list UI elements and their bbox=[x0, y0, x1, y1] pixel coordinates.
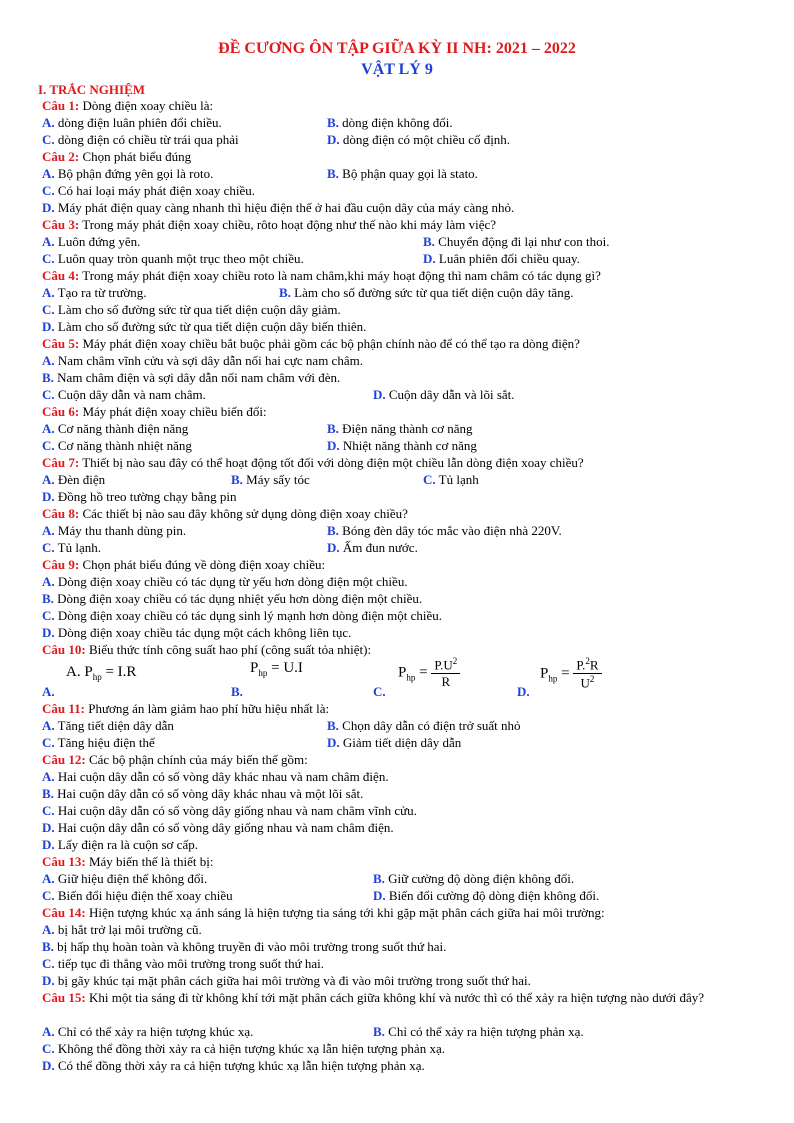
option-14d: D. bị gãy khúc tại mặt phân cách giữa hai môi trường và đi vào môi trường trong suốt thứ hai. bbox=[42, 973, 531, 988]
document-title: ĐỀ CƯƠNG ÔN TẬP GIỮA KỲ II NH: 2021 – 2022 bbox=[218, 40, 576, 57]
option-3b: B. Chuyển động đi lại như con thoi. bbox=[423, 234, 610, 249]
option-10b-letter: B. bbox=[231, 684, 243, 699]
option-15d: D. Có thể đồng thời xảy ra cả hiện tượng khúc xạ lẫn hiện tượng phản xạ. bbox=[42, 1058, 425, 1073]
question-12: Câu 12: Các bộ phận chính của máy biến thế gồm: bbox=[42, 752, 308, 767]
option-4a: A. Tạo ra từ trường. bbox=[42, 285, 147, 300]
option-3a: A. Luôn đứng yên. bbox=[42, 234, 141, 249]
option-9d: D. Dòng điện xoay chiều tác dụng một cách không liên tục. bbox=[42, 625, 352, 640]
option-12c: C. Hai cuộn dây dẫn có số vòng dây giống nhau và nam châm vĩnh cửu. bbox=[42, 803, 417, 818]
section-heading: I. TRẮC NGHIỆM bbox=[38, 82, 146, 97]
option-12b: B. Hai cuộn dây dẫn có số vòng dây khác nhau và một lõi sắt. bbox=[42, 786, 364, 801]
option-15a: A. Chỉ có thể xảy ra hiện tượng khúc xạ. bbox=[42, 1024, 254, 1039]
option-13c: C. Biến đổi hiệu điện thế xoay chiều bbox=[42, 888, 233, 903]
option-13a: A. Giữ hiệu điện thế không đổi. bbox=[42, 871, 208, 886]
option-6d: D. Nhiệt năng thành cơ năng bbox=[327, 438, 477, 453]
formula-10a: A. $P_{hp} = I.R$ bbox=[66, 664, 137, 682]
option-15c: C. Không thể đồng thời xảy ra cả hiện tượng khúc xạ lẫn hiện tượng phản xạ. bbox=[42, 1041, 445, 1056]
option-2b: B. Bộ phận quay gọi là stato. bbox=[327, 166, 478, 181]
option-8d: D. Ấm đun nước. bbox=[327, 540, 418, 555]
option-9a: A. Dòng điện xoay chiều có tác dụng từ yếu hơn dòng điện một chiều. bbox=[42, 574, 408, 589]
option-14a: A. bị hắt trở lại môi trường cũ. bbox=[42, 922, 202, 937]
option-11d: D. Giảm tiết diện dây dẫn bbox=[327, 735, 462, 750]
option-4b: B. Làm cho số đường sức từ qua tiết diện cuộn dây tăng. bbox=[279, 285, 574, 300]
option-4c: C. Làm cho số đường sức từ qua tiết diện cuộn dây giảm. bbox=[42, 302, 341, 317]
document-subtitle: VẬT LÝ 9 bbox=[361, 61, 433, 78]
question-2: Câu 2: Chọn phát biểu đúng bbox=[42, 149, 192, 164]
option-15b: B. Chỉ có thể xảy ra hiện tượng phản xạ. bbox=[373, 1024, 584, 1039]
option-10a-letter: A. bbox=[42, 684, 55, 699]
option-2d: D. Máy phát điện quay càng nhanh thì hiệu điện thế ở hai đầu cuộn dây của máy càng nhỏ. bbox=[42, 200, 515, 215]
option-14b: B. bị hấp thụ hoàn toàn và không truyền đi vào môi trường trong suốt thứ hai. bbox=[42, 939, 447, 954]
option-10d-letter: D. bbox=[517, 684, 530, 699]
option-11c: C. Tăng hiệu điện thế bbox=[42, 735, 155, 750]
question-1: Câu 1: Dòng điện xoay chiều là: bbox=[42, 98, 214, 113]
option-5c: C. Cuộn dây dẫn và nam châm. bbox=[42, 387, 206, 402]
question-9: Câu 9: Chọn phát biểu đúng về dòng điện xoay chiều: bbox=[42, 557, 326, 572]
option-12d: D. Hai cuộn dây dẫn có số vòng dây giống nhau và nam châm điện. bbox=[42, 820, 394, 835]
option-11a: A. Tăng tiết diện dây dẫn bbox=[42, 718, 174, 733]
option-7c: C. Tủ lạnh bbox=[423, 472, 479, 487]
option-8a: A. Máy thu thanh dùng pin. bbox=[42, 523, 187, 538]
option-3d: D. Luân phiên đổi chiều quay. bbox=[423, 251, 580, 266]
option-8c: C. Tủ lạnh. bbox=[42, 540, 101, 555]
option-1c: C. dòng điện có chiều từ trái qua phải bbox=[42, 132, 239, 147]
question-10: Câu 10: Biểu thức tính công suất hao phí (công suất tỏa nhiệt): bbox=[42, 642, 372, 657]
option-5d: D. Cuộn dây dẫn và lõi sắt. bbox=[373, 387, 515, 402]
question-8: Câu 8: Các thiết bị nào sau đây không sử dụng dòng điện xoay chiều? bbox=[42, 506, 408, 521]
option-10c-letter: C. bbox=[373, 684, 386, 699]
option-6a: A. Cơ năng thành điện năng bbox=[42, 421, 189, 436]
formula-10b: $P_{hp} = U.I$ bbox=[250, 660, 303, 678]
option-14c: C. tiếp tục đi thẳng vào môi trường trong suốt thứ hai. bbox=[42, 956, 325, 971]
option-1d: D. dòng điện có một chiều cố định. bbox=[327, 132, 511, 147]
question-11: Câu 11: Phương án làm giảm hao phí hữu hiệu nhất là: bbox=[42, 701, 330, 716]
option-5b: B. Nam châm điện và sợi dây dẫn nối nam châm với đèn. bbox=[42, 370, 341, 385]
question-6: Câu 6: Máy phát điện xoay chiều biến đổi: bbox=[42, 404, 267, 419]
option-4d: D. Làm cho số đường sức từ qua tiết diện cuộn dây biến thiên. bbox=[42, 319, 367, 334]
formula-10c: $P_{hp}$ = $\frac{P.U^2}{R}$ bbox=[398, 656, 460, 690]
question-5: Câu 5: Máy phát điện xoay chiều bắt buộc phải gồm các bộ phận chính nào để có thể tạo ra dòng điện? bbox=[42, 336, 580, 351]
option-6c: C. Cơ năng thành nhiệt năng bbox=[42, 438, 192, 453]
question-7: Câu 7: Thiết bị nào sau đây có thể hoạt động tốt đối với dòng điện một chiều lẫn dòng điện xoay chiều? bbox=[42, 455, 584, 470]
option-2c: C. Có hai loại máy phát điện xoay chiều. bbox=[42, 183, 256, 198]
formula-10d: $P_{hp}$ = $\frac{P.^2R}{U^2}$ bbox=[540, 656, 602, 692]
question-3: Câu 3: Trong máy phát điện xoay chiều, rôto hoạt động như thế nào khi máy làm việc? bbox=[42, 217, 497, 232]
option-7a: A. Đèn điện bbox=[42, 472, 106, 487]
option-1b: B. dòng điện không đổi. bbox=[327, 115, 453, 130]
option-2a: A. Bộ phận đứng yên gọi là roto. bbox=[42, 166, 214, 181]
option-13d: D. Biến đổi cường độ dòng điện không đổi. bbox=[373, 888, 600, 903]
question-15: Câu 15: Khi một tia sáng đi từ không khí tới mặt phân cách giữa không khí và nước thì có thể xảy ra hiện tượng nào dưới đây? bbox=[42, 990, 705, 1005]
option-6b: B. Điện năng thành cơ năng bbox=[327, 421, 473, 436]
option-9b: B. Dòng điện xoay chiều có tác dụng nhiệt yếu hơn dòng điện một chiều. bbox=[42, 591, 423, 606]
option-1a: A. dòng điện luân phiên đổi chiều. bbox=[42, 115, 222, 130]
option-7d: D. Đồng hồ treo tường chạy bằng pin bbox=[42, 489, 237, 504]
question-4: Câu 4: Trong máy phát điện xoay chiều roto là nam châm,khi máy hoạt động thì nam châm có tác dụng gì? bbox=[42, 268, 601, 283]
option-5a: A. Nam châm vĩnh cửu và sợi dây dẫn nối hai cực nam châm. bbox=[42, 353, 363, 368]
question-14: Câu 14: Hiện tượng khúc xạ ánh sáng là hiện tượng tia sáng tới khi gặp mặt phân cách giữa hai môi trường: bbox=[42, 905, 605, 920]
option-12e: D. Lấy điện ra là cuộn sơ cấp. bbox=[42, 837, 198, 852]
option-12a: A. Hai cuộn dây dẫn có số vòng dây khác nhau và nam châm điện. bbox=[42, 769, 389, 784]
question-13: Câu 13: Máy biến thế là thiết bị: bbox=[42, 854, 214, 869]
option-13b: B. Giữ cường độ dòng điện không đổi. bbox=[373, 871, 575, 886]
option-7b: B. Máy sấy tóc bbox=[231, 472, 310, 487]
option-11b: B. Chọn dây dẫn có điện trở suất nhỏ bbox=[327, 718, 521, 733]
option-3c: C. Luôn quay tròn quanh một trục theo một chiều. bbox=[42, 251, 304, 266]
option-9c: C. Dòng điện xoay chiều có tác dụng sinh lý mạnh hơn dòng điện một chiều. bbox=[42, 608, 443, 623]
option-8b: B. Bóng đèn dây tóc mắc vào điện nhà 220V. bbox=[327, 523, 562, 538]
